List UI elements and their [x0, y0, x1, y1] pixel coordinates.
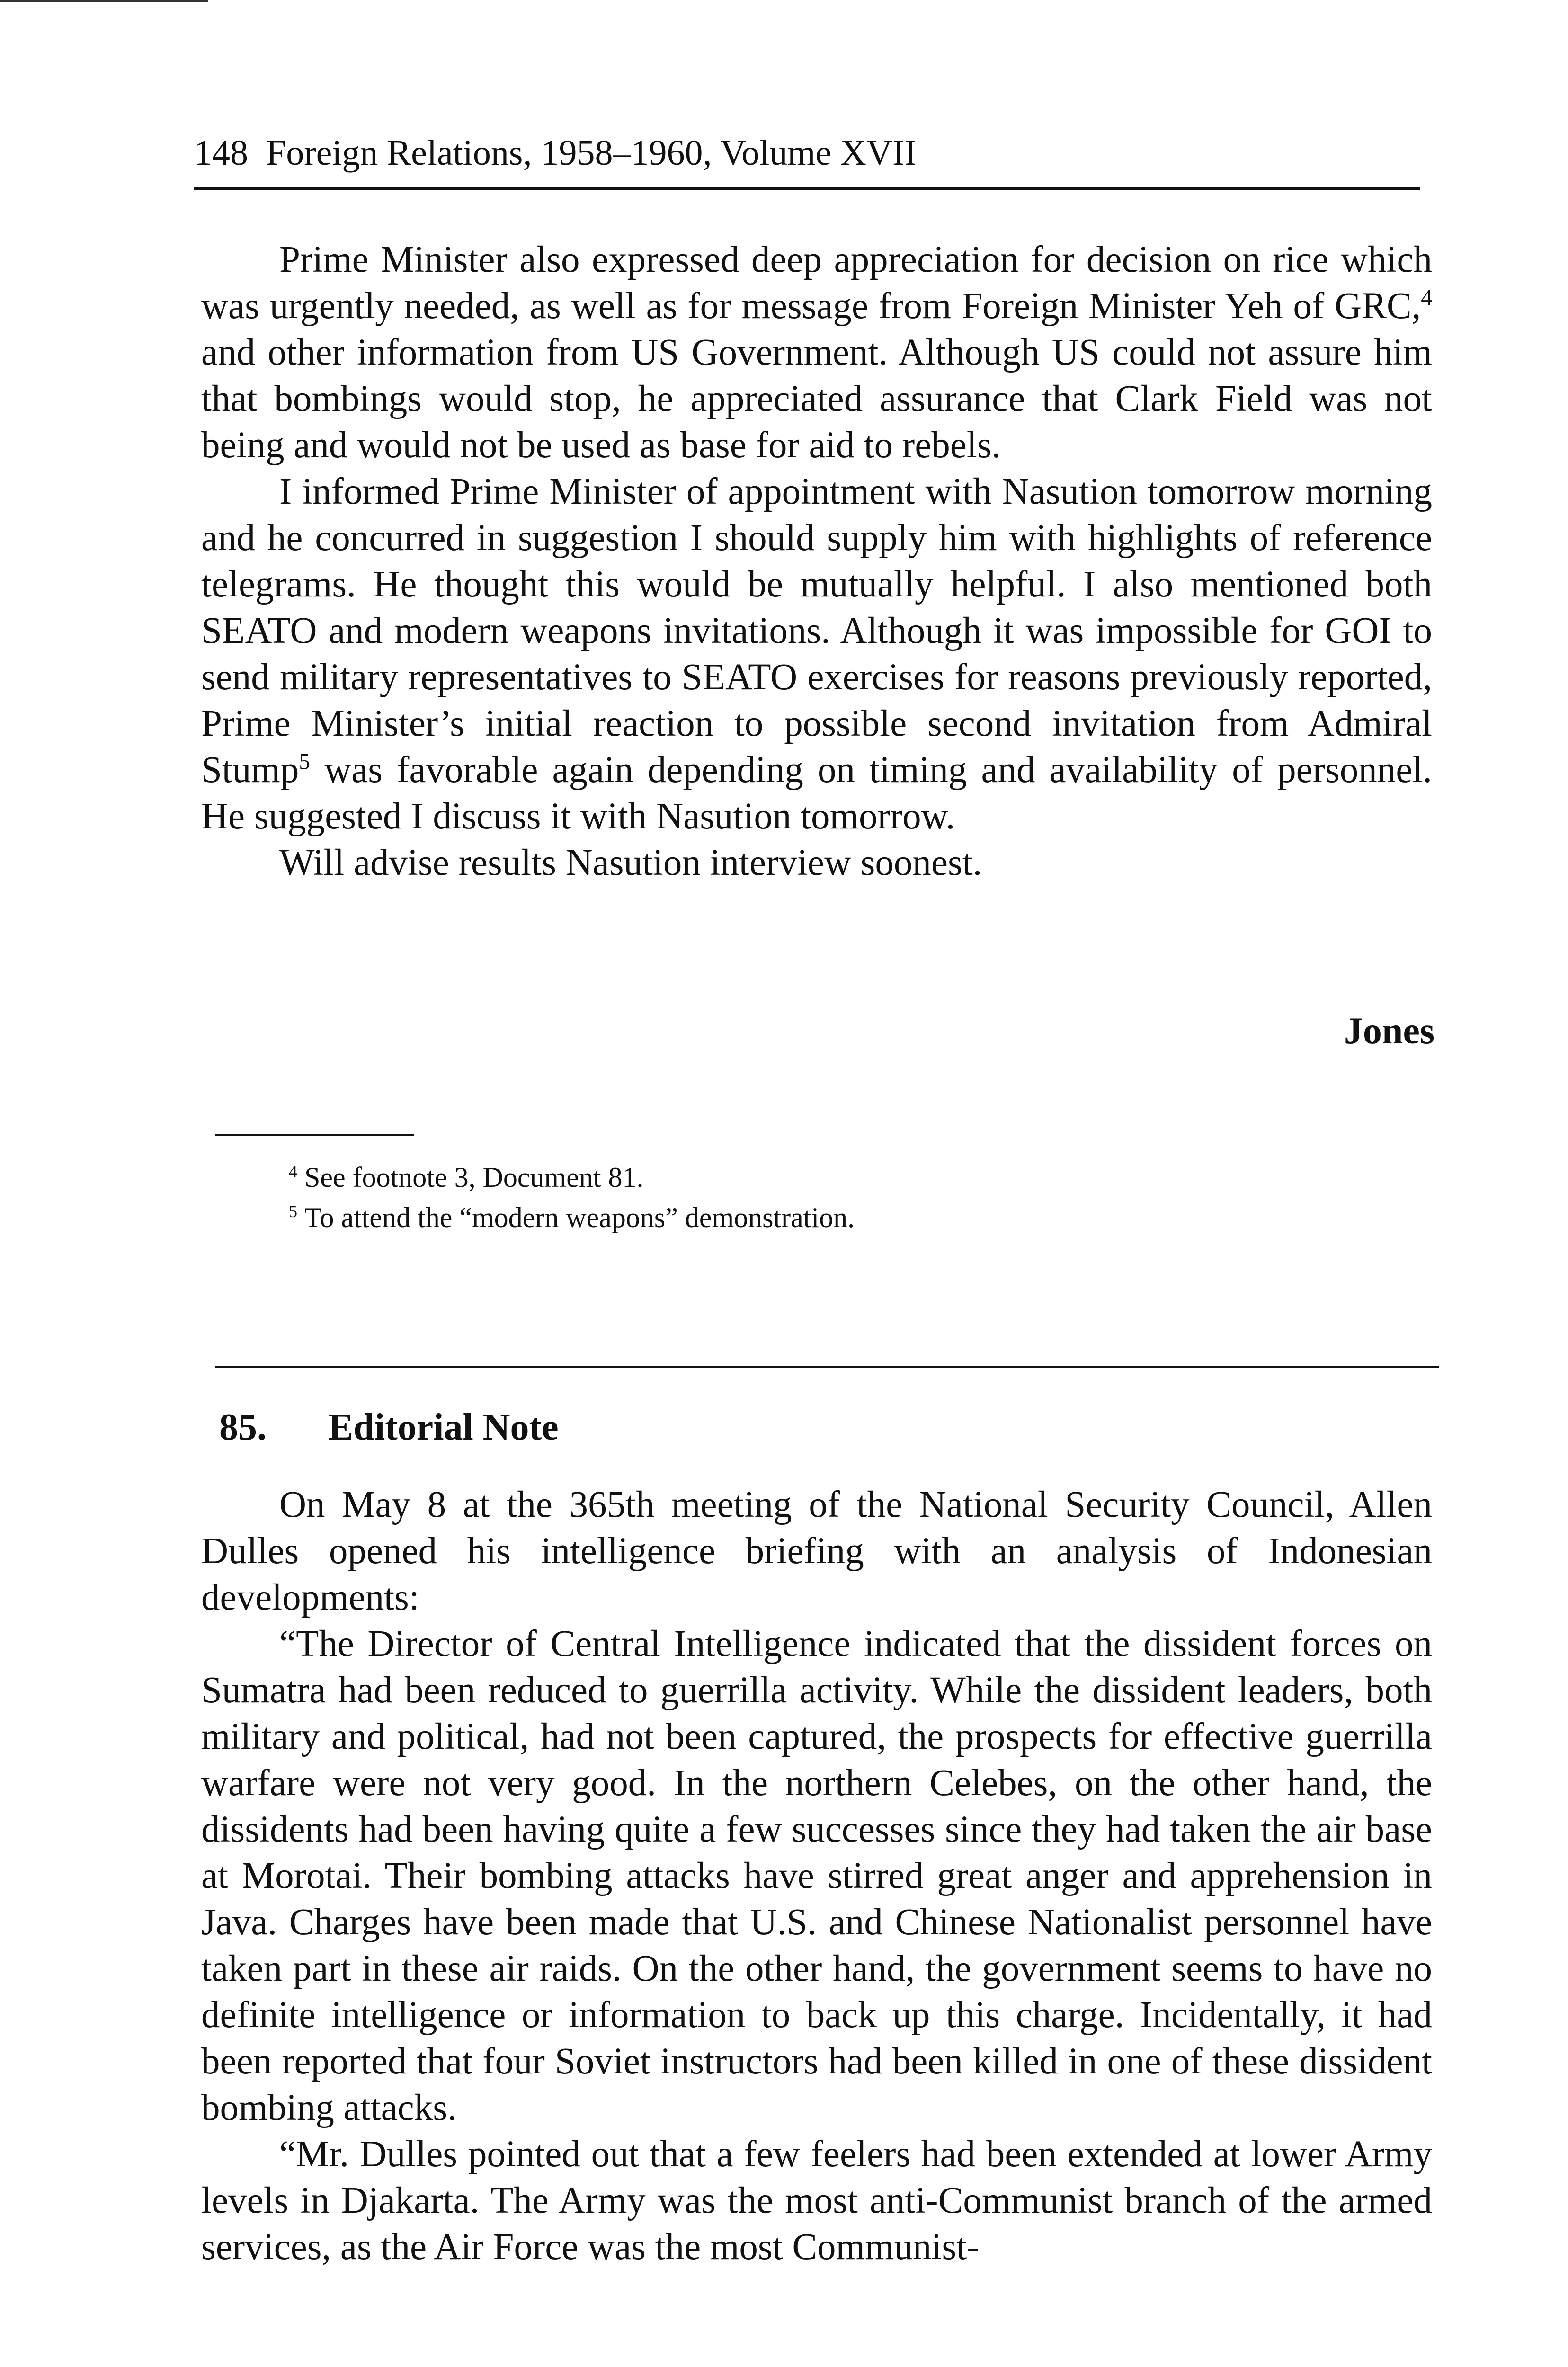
section-divider [215, 1366, 1439, 1368]
footnote-ref-4[interactable]: 4 [1421, 285, 1432, 311]
editorial-paragraph-2: “The Director of Central Intelligence indicated that the dissident forces on Sumatra had been reduced to guerrilla activity. While the dissident leaders, both military and political, had not been captured, the prospects for effective guerrilla warfare were not very good. In the northern Celebes, on the other hand, the dissidents had been having quite a few successes since they had taken the air base at Morotai. Their bombing attacks have stirred great anger and apprehension in Java. Charges have been made that U.S. and Chinese Nationalist personnel have taken part in these air raids. On the other hand, the government seems to have no definite intelligence or information to back up this charge. Incidentally, it had been reported that four Soviet instructors had been killed in one of these dissident bombing attacks. [201, 1623, 1432, 2128]
telegram-paragraph-1: Prime Minister also expressed deep appreciation for decision on rice which was urgently needed, as well as for message from Foreign Minister Yeh of GRC,$^4$ and other information from US Government. Although US could not assure him that bombings would stop, he appreciated assurance that Clark Field was not being and would not be used as base for aid to rebels. [201, 239, 1432, 466]
editorial-paragraph-1: On May 8 at the 365th meeting of the National Security Council, Allen Dulles opened his intelligence briefing with an analysis of Indonesian developments: [201, 1484, 1432, 1618]
running-head [194, 127, 1420, 198]
footnotes [289, 1157, 1378, 1238]
editorial-paragraph-3: “Mr. Dulles pointed out that a few feelers had been extended at lower Army levels in Djakarta. The Army was the most anti-Communist branch of the armed services, as the Air Force was the most Communist- [201, 2134, 1432, 2268]
footnote-5: $^5$ To attend the “modern weapons” demonstration. [289, 1202, 855, 1233]
signature: Jones [1344, 1010, 1434, 1052]
header-rule [194, 187, 1420, 190]
document-heading [219, 1404, 559, 1451]
telegram-paragraph-2: I informed Prime Minister of appointment with Nasution tomorrow morning and he concurred in suggestion I should supply him with highlights of reference telegrams. He thought this would be mutually helpful. I also mentioned both SEATO and modern weapons invitations. Although it was impossible for GOI to send military representatives to SEATO exercises for reasons previously reported, Prime Minister’s initial reaction to possible second invitation from Admiral Stump$^5$ was favorable again depending on timing and availability of personnel. He suggested I discuss it with Nasution tomorrow. [201, 471, 1432, 837]
page-number: 148 [194, 133, 248, 173]
volume-title: Foreign Relations, 1958–1960, Volume XVII [266, 133, 917, 173]
footnote-4: $^4$ See footnote 3, Document 81. [289, 1162, 644, 1193]
scan-edge-mark [0, 0, 208, 2]
telegram-paragraph-3: Will advise results Nasution interview soonest. [279, 842, 982, 883]
telegram-continuation [201, 237, 1432, 886]
editorial-note-body [201, 1482, 1432, 2270]
running-head-text [194, 127, 917, 179]
document-number: 85. [219, 1406, 267, 1448]
document-title: Editorial Note [328, 1406, 559, 1448]
footnote-rule [215, 1134, 414, 1136]
footnote-ref-5[interactable]: 5 [299, 749, 311, 774]
